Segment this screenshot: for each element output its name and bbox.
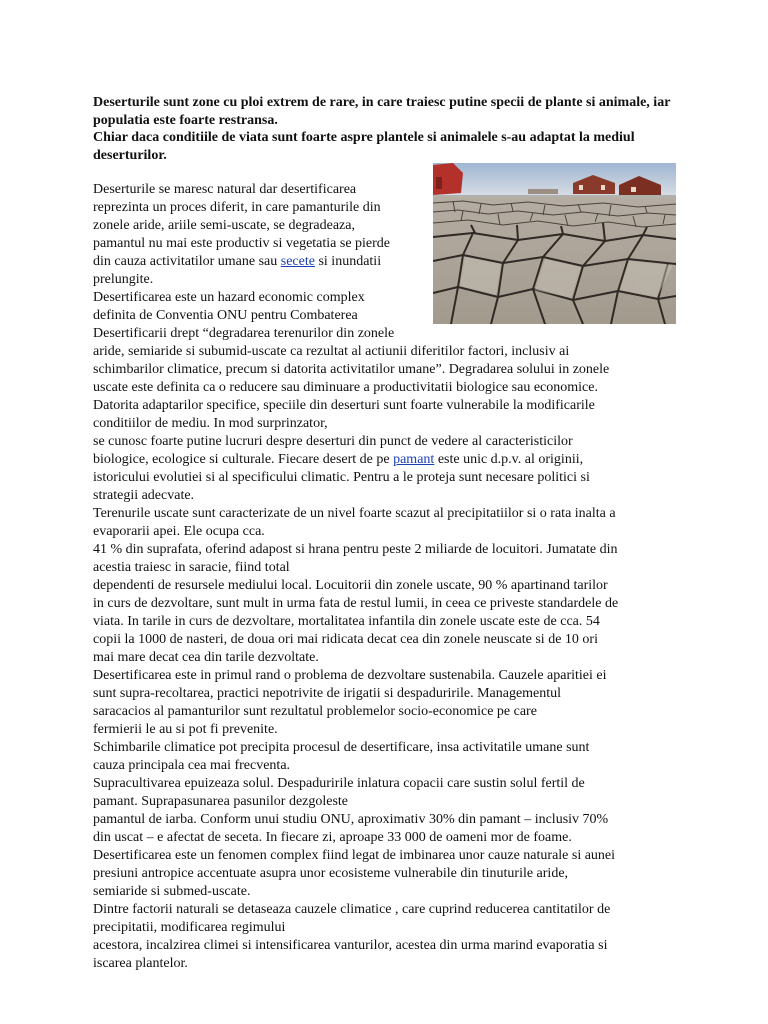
body-line: aride, semiaride si subumid-uscate ca rezultat al actiunii diferitilor factori, inclusiv ai <box>93 344 570 359</box>
body-line: prelungite. <box>93 272 154 287</box>
body-line: Desertificarii drept “degradarea terenurilor din zonele <box>93 326 395 341</box>
body-line: copii la 1000 de nasteri, de doua ori mai ridicata decat cea din zonele neuscate si de 10 ori <box>93 632 598 647</box>
body-line: Desertificarea este in primul rand o problema de dezvoltare sustenabila. Cauzele aparitiei ei <box>93 668 607 683</box>
body-line: Supracultivarea epuizeaza solul. Despaduririle inlatura copacii care sustin solul fertil de <box>93 776 585 791</box>
body-line: viata. In tarile in curs de dezvoltare, mortalitatea infantila din zonele uscate este de cca. 54 <box>93 614 600 629</box>
body-line: pamantul de iarba. Conform unui studiu ONU, aproximativ 30% din pamant – inclusiv 70% <box>93 812 609 827</box>
body-line: Dintre factorii naturali se detaseaza cauzele climatice , care cuprind reducerea cantitatilor de <box>93 902 611 917</box>
body-line: acestia traiesc in saracie, fiind total <box>93 560 290 575</box>
link-pamant[interactable]: pamant <box>393 452 435 467</box>
body-line: pamant. Suprapasunarea pasunilor dezgoleste <box>93 794 349 809</box>
body-text: este unic d.p.v. al originii, <box>434 452 584 467</box>
body-line: cauza principala cea mai frecventa. <box>93 758 291 773</box>
body-line: in curs de dezvoltare, sunt mult in urma fata de restul lumii, in ceea ce priveste standardele de <box>93 596 619 611</box>
body-line: iscarea plantelor. <box>93 956 188 971</box>
body-line <box>93 451 583 469</box>
body-line: pamantul nu mai este productiv si vegetatia se pierde <box>93 236 391 251</box>
body-line: strategii adecvate. <box>93 488 195 503</box>
body-line: evaporarii apei. Ele ocupa cca. <box>93 524 265 539</box>
body-line: uscate este definita ca o reducere sau diminuare a productivitatii biologice sau economice. <box>93 380 598 395</box>
body-line: conditiilor de mediu. In mod surprinzator, <box>93 416 328 431</box>
intro-paragraph-1: Deserturile sunt zone cu ploi extrem de rare, in care traiesc putine specii de plante si animale, iar populatia este foarte restransa. <box>93 95 671 128</box>
body-line: precipitatii, modificarea regimului <box>93 920 286 935</box>
body-line: reprezinta un proces diferit, in care pamanturile din <box>93 200 381 215</box>
body-line: zonele aride, ariile semi-uscate, se degradeaza, <box>93 218 355 233</box>
body-line: 41 % din suprafata, oferind adapost si hrana pentru peste 2 miliarde de locuitori. Jumatate din <box>93 542 618 557</box>
body-line: Deserturile se maresc natural dar desertificarea <box>93 182 357 197</box>
body-line: Schimbarile climatice pot precipita procesul de desertificare, insa activitatile umane sunt <box>93 740 590 755</box>
body-line <box>93 253 381 271</box>
body-line: acestora, incalzirea climei si intensificarea vanturilor, acestea din urma marind evaporatia si <box>93 938 608 953</box>
body-text: si inundatii <box>314 254 382 269</box>
intro-paragraph-2: Chiar daca conditiile de viata sunt foarte aspre plantele si animalele s-au adaptat la mediul deserturilor. <box>93 130 635 163</box>
body-line: istoricului evolutiei si al specificului climatic. Pentru a le proteja sunt necesare politici si <box>93 470 590 485</box>
cracked-earth-image <box>433 163 676 324</box>
body-line: definita de Conventia ONU pentru Combaterea <box>93 308 358 323</box>
link-secete[interactable]: secete <box>280 254 315 269</box>
body-line: saracacios al pamanturilor sunt rezultatul problemelor socio-economice pe care <box>93 704 537 719</box>
body-line: semiaride si submed-uscate. <box>93 884 251 899</box>
body-line: Datorita adaptarilor specifice, speciile din deserturi sunt foarte vulnerabile la modificarile <box>93 398 595 413</box>
body-line: Desertificarea este un hazard economic complex <box>93 290 365 305</box>
body-text: biologice, ecologice si culturale. Fiecare desert de pe <box>93 452 394 467</box>
intro-heading <box>93 94 693 164</box>
body-line: fermierii le au si pot fi prevenite. <box>93 722 278 737</box>
body-line: se cunosc foarte putine lucruri despre deserturi din punct de vedere al caracteristicilor <box>93 434 573 449</box>
body-line: schimbarilor climatice, precum si datorita activitatilor umane”. Degradarea solului in zonele <box>93 362 610 377</box>
body-line: dependenti de resursele mediului local. Locuitorii din zonele uscate, 90 % apartinand tarilor <box>93 578 608 593</box>
body-line: presiuni antropice accentuate asupra unor ecosisteme vulnerabile din tinuturile aride, <box>93 866 569 881</box>
body-line: din uscat – e afectat de seceta. In fiecare zi, aproape 33 000 de oameni mor de foame. <box>93 830 572 845</box>
body-line: Terenurile uscate sunt caracterizate de un nivel foarte scazut al precipitatiilor si o rata inalta a <box>93 506 616 521</box>
body-text: din cauza activitatilor umane sau <box>93 254 281 269</box>
body-line: mai mare decat cea din tarile dezvoltate. <box>93 650 319 665</box>
body-line: sunt supra-recoltarea, practici nepotrivite de irigatii si despaduririle. Managementul <box>93 686 562 701</box>
body-line: Desertificarea este un fenomen complex fiind legat de imbinarea unor cauze naturale si aunei <box>93 848 616 863</box>
cracked-earth-photo <box>433 163 676 324</box>
